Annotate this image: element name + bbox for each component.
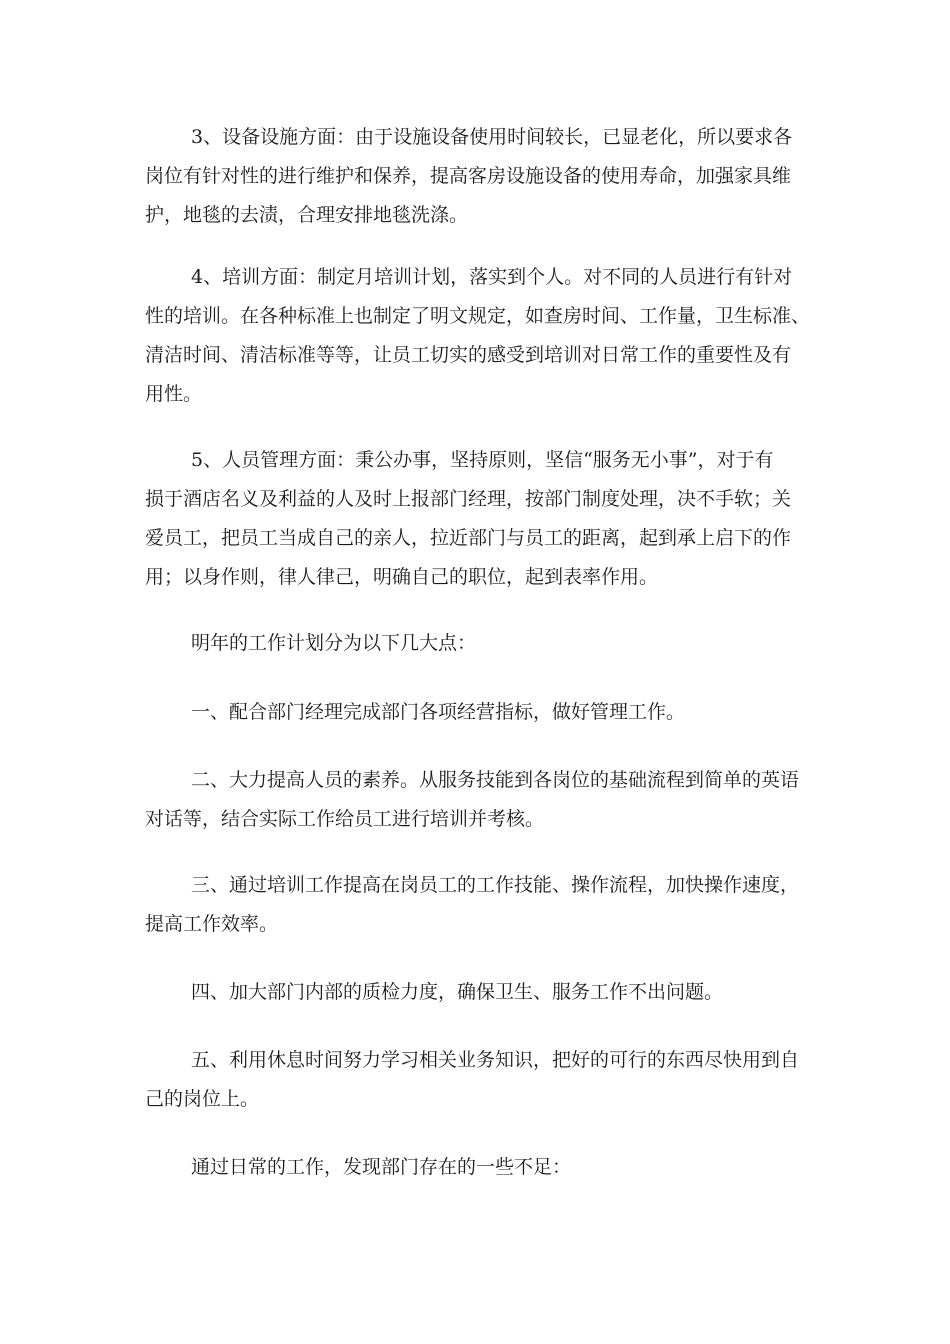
paragraph-plan-item-4 <box>145 973 810 1012</box>
paragraph-line: 四、加大部门内部的质检力度，确保卫生、服务工作不出问题。 <box>191 981 724 1003</box>
paragraph-line: 通过日常的工作，发现部门存在的一些不足： <box>191 1156 572 1178</box>
paragraph-line: 用；以身作则，律人律己，明确自己的职位，起到表率作用。 <box>145 566 659 588</box>
paragraph-plan-item-3 <box>145 866 810 944</box>
paragraph-staff-management <box>145 441 810 597</box>
paragraph-line: 3、设备设施方面：由于设施设备使用时间较长，已显老化，所以要求各 <box>191 126 793 148</box>
paragraph-plan-item-1 <box>145 693 810 732</box>
paragraph-line: 一、配合部门经理完成部门各项经营指标，做好管理工作。 <box>191 701 686 723</box>
paragraph-shortcomings-intro <box>145 1148 810 1187</box>
paragraph-line: 己的岗位上。 <box>145 1088 260 1110</box>
paragraph-training <box>145 258 810 414</box>
paragraph-line: 用性。 <box>145 383 203 405</box>
paragraph-line: 对话等，结合实际工作给员工进行培训并考核。 <box>145 808 545 830</box>
paragraph-line: 损于酒店名义及利益的人及时上报部门经理，按部门制度处理，决不手软；关 <box>145 488 792 510</box>
paragraph-line: 清洁时间、清洁标准等等，让员工切实的感受到培训对日常工作的重要性及有 <box>145 344 792 366</box>
paragraph-line: 5、人员管理方面：秉公办事，坚持原则，坚信“服务无小事”，对于有 <box>191 449 774 471</box>
paragraph-line: 二、大力提高人员的素养。从服务技能到各岗位的基础流程到简单的英语 <box>191 769 800 791</box>
paragraph-line: 性的培训。在各种标准上也制定了明文规定，如查房时间、工作量，卫生标准、 <box>145 305 811 327</box>
paragraph-plan-intro <box>145 624 810 663</box>
paragraph-plan-item-5 <box>145 1041 810 1119</box>
paragraph-plan-item-2 <box>145 761 810 839</box>
paragraph-line: 三、通过培训工作提高在岗员工的工作技能、操作流程，加快操作速度， <box>191 874 800 896</box>
paragraph-line: 明年的工作计划分为以下几大点： <box>191 632 477 654</box>
paragraph-line: 爱员工，把员工当成自己的亲人，拉近部门与员工的距离，起到承上启下的作 <box>145 527 792 549</box>
paragraph-line: 岗位有针对性的进行维护和保养，提高客房设施设备的使用寿命，加强家具维 <box>145 165 792 187</box>
paragraph-line: 4、培训方面：制定月培训计划，落实到个人。对不同的人员进行有针对 <box>191 266 793 288</box>
paragraph-equipment <box>145 118 810 235</box>
paragraph-line: 五、利用休息时间努力学习相关业务知识，把好的可行的东西尽快用到自 <box>191 1049 800 1071</box>
paragraph-line: 护，地毯的去渍，合理安排地毯洗涤。 <box>145 204 469 226</box>
paragraph-line: 提高工作效率。 <box>145 913 279 935</box>
